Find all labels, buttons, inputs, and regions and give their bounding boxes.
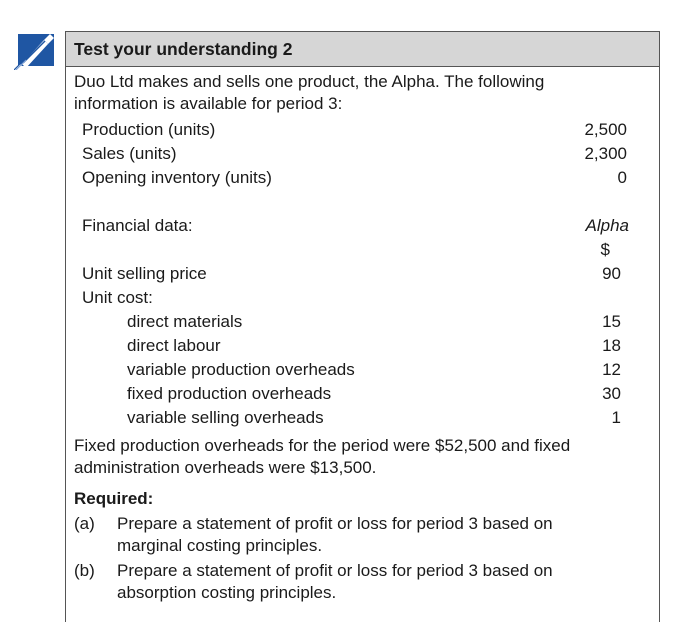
required-text: absorption costing principles. [117,583,337,602]
info-label: Sales (units) [82,144,177,163]
intro-line-2: information is available for period 3: [74,94,343,113]
column-header-alpha: Alpha [585,216,629,235]
cost-value: 18 [602,336,621,355]
note-line-2: administration overheads were $13,500. [74,458,377,477]
info-value: 2,500 [584,120,627,139]
info-value: 2,300 [584,144,627,163]
required-heading: Required: [74,489,154,508]
exercise-box [65,31,660,622]
required-marker: (b) [74,561,95,580]
note-line-1: Fixed production overheads for the period were $52,500 and fixed [74,436,571,455]
intro-line-1: Duo Ltd makes and sells one product, the Alpha. The following [74,72,545,91]
cost-value: 1 [611,408,621,427]
cost-label: variable selling overheads [127,408,324,427]
unit-price-label: Unit selling price [82,264,207,283]
cost-value: 30 [602,384,621,403]
required-text: marginal costing principles. [117,536,323,555]
unit-price-value: 90 [602,264,621,283]
currency-header: $ [600,240,610,259]
info-label: Production (units) [82,120,216,139]
required-text: Prepare a statement of profit or loss for period 3 based on [117,514,553,533]
info-label: Opening inventory (units) [82,168,272,187]
unit-cost-label: Unit cost: [82,288,153,307]
info-value: 0 [617,168,627,187]
financial-label: Financial data: [82,216,193,235]
required-text: Prepare a statement of profit or loss for period 3 based on [117,561,553,580]
cost-label: direct labour [127,336,221,355]
required-marker: (a) [74,514,95,533]
exercise-title: Test your understanding 2 [66,32,659,67]
cost-label: variable production overheads [127,360,355,379]
pencil-icon [14,30,58,70]
cost-label: fixed production overheads [127,384,332,403]
cost-value: 15 [602,312,621,331]
cost-value: 12 [602,360,621,379]
cost-label: direct materials [127,312,243,331]
